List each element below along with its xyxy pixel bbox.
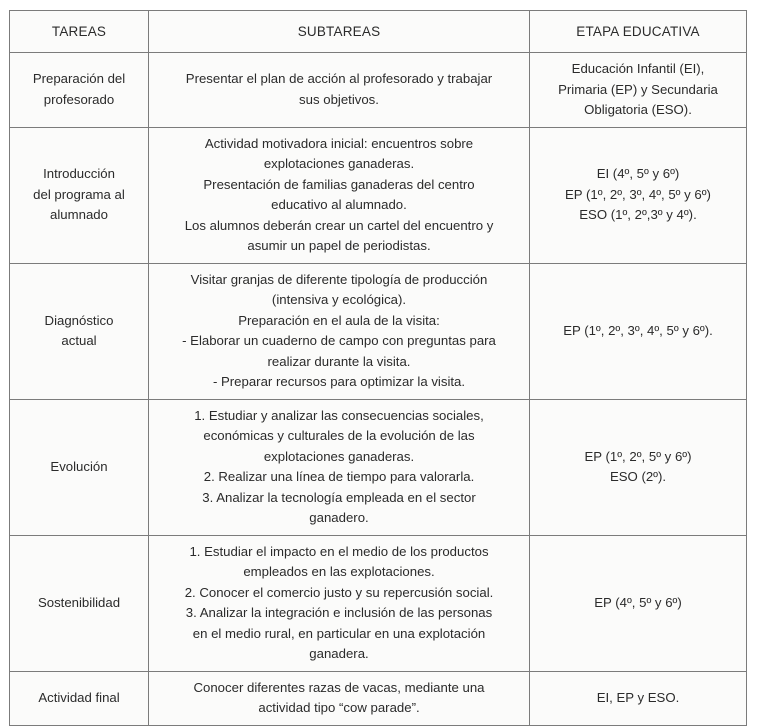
cell-etapa xyxy=(530,535,747,671)
cell-line: realizar durante la visita. xyxy=(267,353,411,369)
cell-line: alumnado xyxy=(50,207,108,223)
cell-line: económicas y culturales de la evolución de las xyxy=(203,428,475,443)
table-row xyxy=(10,399,747,535)
table-row xyxy=(10,671,747,725)
column-header-tareas: TAREAS xyxy=(10,11,149,53)
cell-line: ESO (2º). xyxy=(609,469,667,484)
cell-line: EP (4º, 5º y 6º) xyxy=(594,594,682,610)
cell-subtareas xyxy=(149,53,530,128)
cell-line: profesorado xyxy=(43,91,115,107)
cell-line: explotaciones ganaderas. xyxy=(263,448,415,464)
cell-line: EP (1º, 2º, 3º, 4º, 5º y 6º). xyxy=(563,322,713,338)
cell-line: del programa al xyxy=(33,186,125,202)
table-row xyxy=(10,53,747,128)
column-header-etapa: ETAPA EDUCATIVA xyxy=(530,11,747,53)
cell-line: - Preparar recursos para optimizar la visita. xyxy=(212,374,466,389)
cell-line: Preparación en el aula de la visita: xyxy=(238,312,440,328)
cell-subtareas xyxy=(149,535,530,671)
cell-subtareas xyxy=(149,127,530,263)
cell-etapa xyxy=(530,127,747,263)
cell-etapa xyxy=(530,263,747,399)
cell-line: EP (1º, 2º, 5º y 6º) xyxy=(584,448,692,464)
cell-line: actividad tipo “cow parade”. xyxy=(258,700,420,715)
cell-etapa xyxy=(530,53,747,128)
cell-line: Visitar granjas de diferente tipología de producción xyxy=(190,271,488,287)
cell-line: Primaria (EP) y Secundaria xyxy=(558,81,718,97)
table-header xyxy=(10,11,747,53)
cell-etapa xyxy=(530,399,747,535)
table-row xyxy=(10,127,747,263)
tasks-subtasks-stage-table xyxy=(9,10,747,726)
cell-line: 2. Conocer el comercio justo y su repercusión social. xyxy=(184,584,494,600)
cell-line: Evolución xyxy=(50,458,108,474)
cell-line: asumir un papel de periodistas. xyxy=(247,238,431,253)
cell-line: Presentación de familias ganaderas del centro xyxy=(203,176,475,192)
cell-tareas xyxy=(10,127,149,263)
cell-tareas xyxy=(10,399,149,535)
cell-line: Diagnóstico xyxy=(44,312,114,328)
cell-line: Preparación del xyxy=(32,71,126,87)
cell-line: Educación Infantil (EI), xyxy=(571,61,705,76)
cell-line: EI, EP y ESO. xyxy=(596,689,680,705)
cell-line: 1. Estudiar el impacto en el medio de los productos xyxy=(189,543,489,559)
cell-line: Obligatoria (ESO). xyxy=(584,102,692,117)
cell-line: ESO (1º, 2º,3º y 4º). xyxy=(579,207,697,223)
cell-line: explotaciones ganaderas. xyxy=(263,156,415,171)
cell-line: Sostenibilidad xyxy=(37,594,121,610)
cell-line: 2. Realizar una línea de tiempo para valorarla. xyxy=(203,469,475,484)
cell-line: - Elaborar un cuaderno de campo con preguntas para xyxy=(182,333,496,348)
cell-subtareas xyxy=(149,671,530,725)
cell-tareas xyxy=(10,671,149,725)
cell-line: Actividad final xyxy=(38,689,120,705)
cell-line: educativo al alumnado. xyxy=(271,197,407,212)
cell-tareas xyxy=(10,535,149,671)
cell-line: Presentar el plan de acción al profesorado y trabajar xyxy=(185,71,493,87)
cell-line: empleados en las explotaciones. xyxy=(243,564,435,579)
table-row xyxy=(10,535,747,671)
table-row xyxy=(10,263,747,399)
cell-tareas xyxy=(10,263,149,399)
cell-line: actual xyxy=(61,333,97,348)
cell-subtareas xyxy=(149,399,530,535)
cell-line: ganadero. xyxy=(309,510,369,525)
cell-line: EP (1º, 2º, 3º, 4º, 5º y 6º) xyxy=(565,186,711,202)
table-header-row xyxy=(10,11,747,53)
cell-line: en el medio rural, en particular en una explotación xyxy=(192,625,486,641)
column-header-subtareas: SUBTAREAS xyxy=(149,11,530,53)
cell-line: Introducción xyxy=(43,166,115,182)
cell-line: ganadera. xyxy=(309,646,369,661)
cell-line: Actividad motivadora inicial: encuentros sobre xyxy=(204,135,474,151)
cell-line: Conocer diferentes razas de vacas, mediante una xyxy=(193,679,485,695)
cell-line: 1. Estudiar y analizar las consecuencias sociales, xyxy=(194,407,484,423)
cell-line: 3. Analizar la integración e inclusión de las personas xyxy=(185,605,493,620)
plan-table-container xyxy=(9,10,746,726)
cell-line: (intensiva y ecológica). xyxy=(271,292,407,307)
cell-etapa xyxy=(530,671,747,725)
cell-line: 3. Analizar la tecnología empleada en el sector xyxy=(202,489,476,505)
cell-line: Los alumnos deberán crear un cartel del encuentro y xyxy=(184,217,494,233)
cell-line: EI (4º, 5º y 6º) xyxy=(596,166,680,182)
cell-tareas xyxy=(10,53,149,128)
cell-line: sus objetivos. xyxy=(299,91,379,107)
table-body xyxy=(10,53,747,726)
cell-subtareas xyxy=(149,263,530,399)
